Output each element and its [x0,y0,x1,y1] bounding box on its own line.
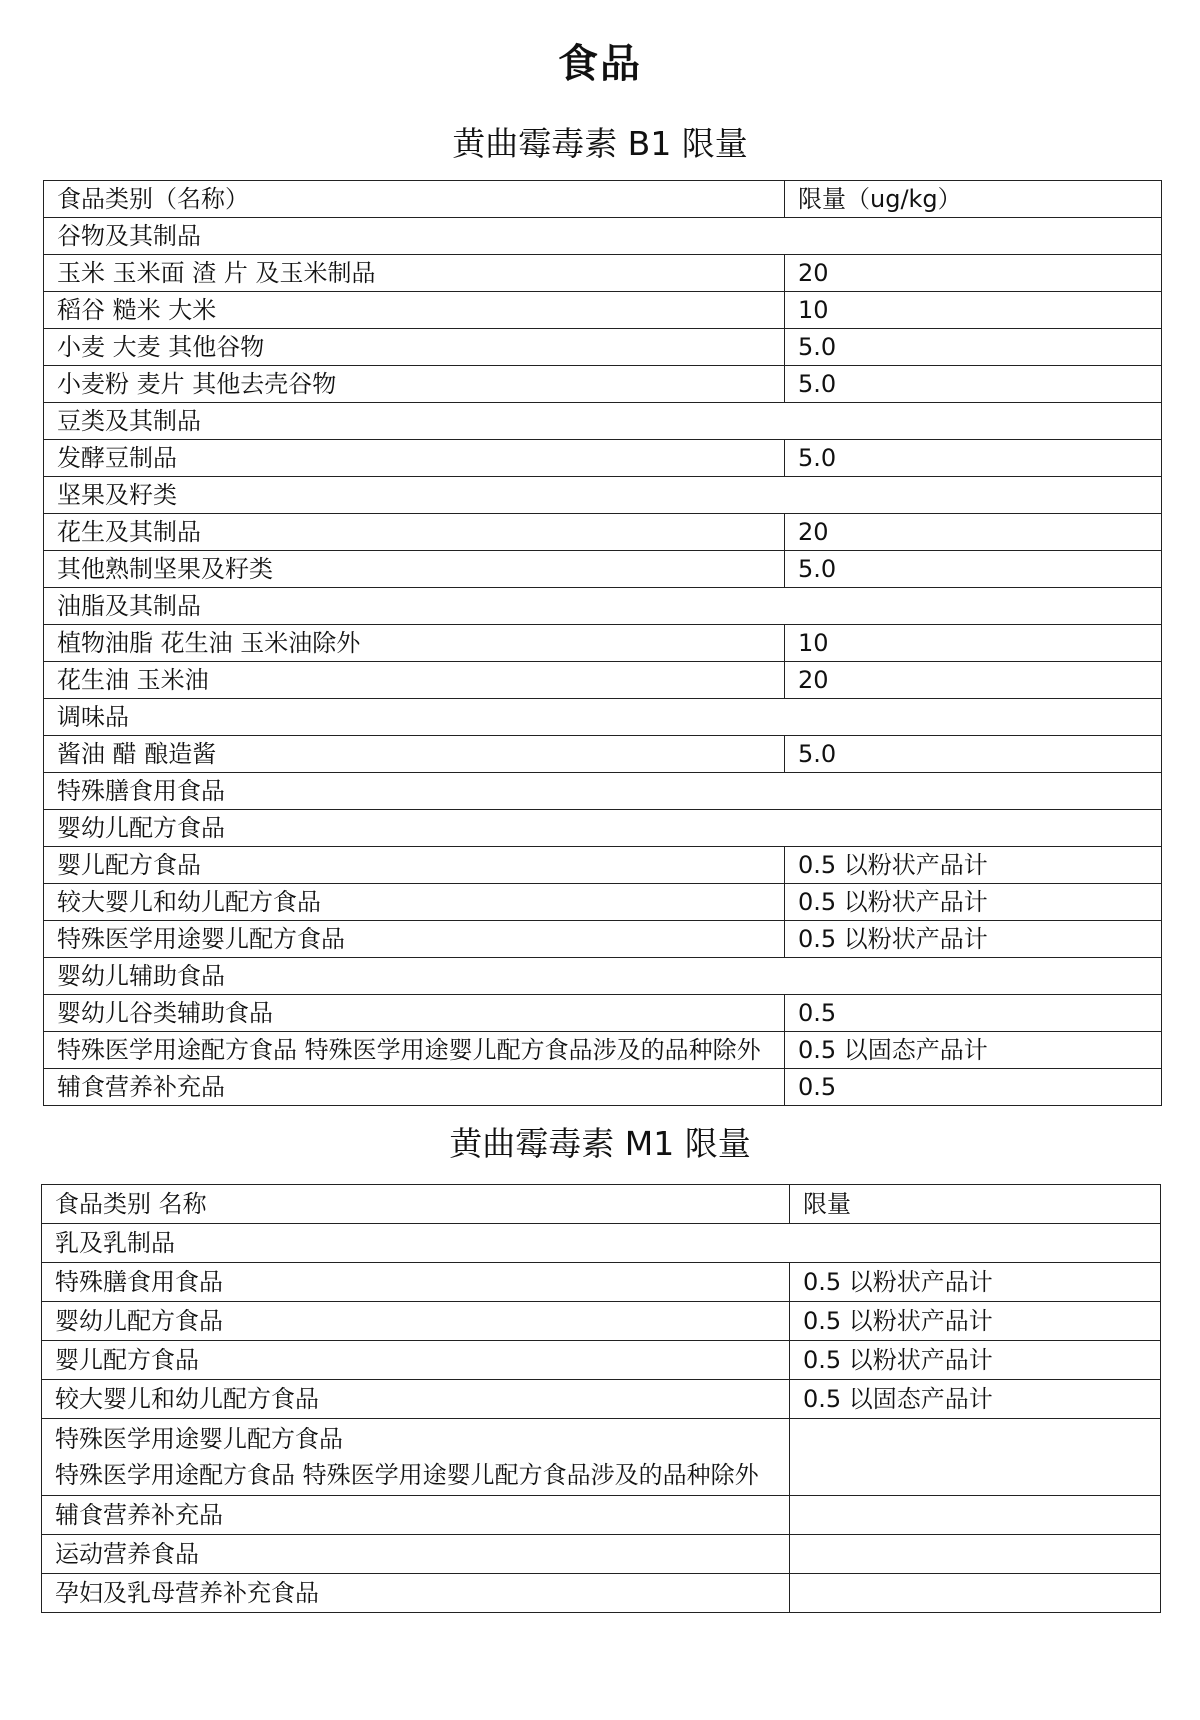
food-name-cell: 其他熟制坚果及籽类 [44,551,785,588]
table-row [44,514,1162,551]
limit-cell: 20 [785,662,1162,699]
food-name-cell: 花生油 玉米油 [44,662,785,699]
limit-cell: 0.5 [785,1069,1162,1106]
food-name-cell: 辅食营养补充品 [42,1496,790,1535]
b1-section-title: 黄曲霉毒素 B1 限量 [452,124,748,163]
table-row [42,1380,1161,1419]
category-cell: 油脂及其制品 [44,588,1162,625]
category-cell: 乳及乳制品 [42,1224,1161,1263]
limit-cell: 5.0 [785,551,1162,588]
food-name-cell: 婴儿配方食品 [42,1341,790,1380]
header-limit: 限量（ug/kg） [785,181,1162,218]
limit-cell [790,1496,1161,1535]
category-cell: 谷物及其制品 [44,218,1162,255]
category-cell: 坚果及籽类 [44,477,1162,514]
food-name-cell: 特殊医学用途配方食品 特殊医学用途婴儿配方食品涉及的品种除外 [44,1032,785,1069]
table-row [44,366,1162,403]
limit-cell: 0.5 以粉状产品计 [790,1302,1161,1341]
category-row [44,958,1162,995]
header-food-category: 食品类别 名称 [42,1185,790,1224]
m1-section-title: 黄曲霉毒素 M1 限量 [449,1124,751,1163]
table-row [44,921,1162,958]
food-name-cell: 小麦 大麦 其他谷物 [44,329,785,366]
limit-cell: 0.5 以粉状产品计 [785,847,1162,884]
category-row [42,1224,1161,1263]
limit-cell [790,1574,1161,1613]
limit-cell [790,1419,1161,1496]
limit-cell: 10 [785,292,1162,329]
food-name-cell: 较大婴儿和幼儿配方食品 [44,884,785,921]
table-row [44,329,1162,366]
table-row [44,884,1162,921]
food-name-cell: 特殊膳食用食品 [42,1263,790,1302]
food-name-cell: 稻谷 糙米 大米 [44,292,785,329]
aflatoxin-m1-table [41,1184,1161,1613]
table-row [44,847,1162,884]
category-row [44,810,1162,847]
food-name-cell: 植物油脂 花生油 玉米油除外 [44,625,785,662]
food-name-cell: 小麦粉 麦片 其他去壳谷物 [44,366,785,403]
food-name-cell: 特殊医学用途婴儿配方食品 [44,921,785,958]
limit-cell: 20 [785,255,1162,292]
food-name-cell: 孕妇及乳母营养补充食品 [42,1574,790,1613]
limit-cell: 0.5 以粉状产品计 [790,1341,1161,1380]
category-row [44,477,1162,514]
table-row [44,662,1162,699]
category-cell: 婴幼儿辅助食品 [44,958,1162,995]
table-row [42,1302,1161,1341]
table-row [44,440,1162,477]
table-row [42,1341,1161,1380]
food-name-cell: 玉米 玉米面 渣 片 及玉米制品 [44,255,785,292]
category-cell: 特殊膳食用食品 [44,773,1162,810]
header-limit: 限量 [790,1185,1161,1224]
limit-cell: 0.5 以粉状产品计 [785,921,1162,958]
category-row [44,588,1162,625]
table-row [44,1069,1162,1106]
header-food-category: 食品类别（名称） [44,181,785,218]
food-name-cell: 发酵豆制品 [44,440,785,477]
food-name-cell: 运动营养食品 [42,1535,790,1574]
limit-cell: 5.0 [785,440,1162,477]
food-name-line: 特殊医学用途配方食品 特殊医学用途婴儿配方食品涉及的品种除外 [55,1461,759,1489]
table-row [44,625,1162,662]
category-cell: 豆类及其制品 [44,403,1162,440]
table-row [44,551,1162,588]
food-name-cell: 婴幼儿谷类辅助食品 [44,995,785,1032]
limit-cell: 0.5 以固态产品计 [785,1032,1162,1069]
limit-cell: 0.5 以粉状产品计 [790,1263,1161,1302]
table-row [42,1419,1161,1496]
limit-cell [790,1535,1161,1574]
aflatoxin-b1-table-body [44,181,1162,1106]
food-name-cell: 花生及其制品 [44,514,785,551]
category-row [44,699,1162,736]
aflatoxin-b1-table [43,180,1162,1106]
page-title: 食品 [558,41,642,87]
category-cell: 调味品 [44,699,1162,736]
category-cell: 婴幼儿配方食品 [44,810,1162,847]
aflatoxin-m1-table-body [42,1185,1161,1613]
food-name-cell: 酱油 醋 酿造酱 [44,736,785,773]
food-name-cell: 婴儿配方食品 [44,847,785,884]
table-row [44,292,1162,329]
limit-cell: 5.0 [785,329,1162,366]
table-row [44,995,1162,1032]
table-row [42,1535,1161,1574]
category-row [44,218,1162,255]
table-header-row [44,181,1162,218]
category-row [44,773,1162,810]
table-row [42,1574,1161,1613]
table-row [44,255,1162,292]
food-name-line: 特殊医学用途婴儿配方食品 [55,1425,343,1453]
limit-cell: 10 [785,625,1162,662]
limit-cell: 5.0 [785,366,1162,403]
limit-cell: 0.5 [785,995,1162,1032]
table-header-row [42,1185,1161,1224]
table-row [44,1032,1162,1069]
limit-cell: 20 [785,514,1162,551]
category-row [44,403,1162,440]
limit-cell: 5.0 [785,736,1162,773]
food-name-cell: 婴幼儿配方食品 [42,1302,790,1341]
food-name-cell: 辅食营养补充品 [44,1069,785,1106]
limit-cell: 0.5 以固态产品计 [790,1380,1161,1419]
food-name-cell [42,1419,790,1496]
food-name-cell: 较大婴儿和幼儿配方食品 [42,1380,790,1419]
table-row [42,1263,1161,1302]
limit-cell: 0.5 以粉状产品计 [785,884,1162,921]
table-row [42,1496,1161,1535]
table-row [44,736,1162,773]
